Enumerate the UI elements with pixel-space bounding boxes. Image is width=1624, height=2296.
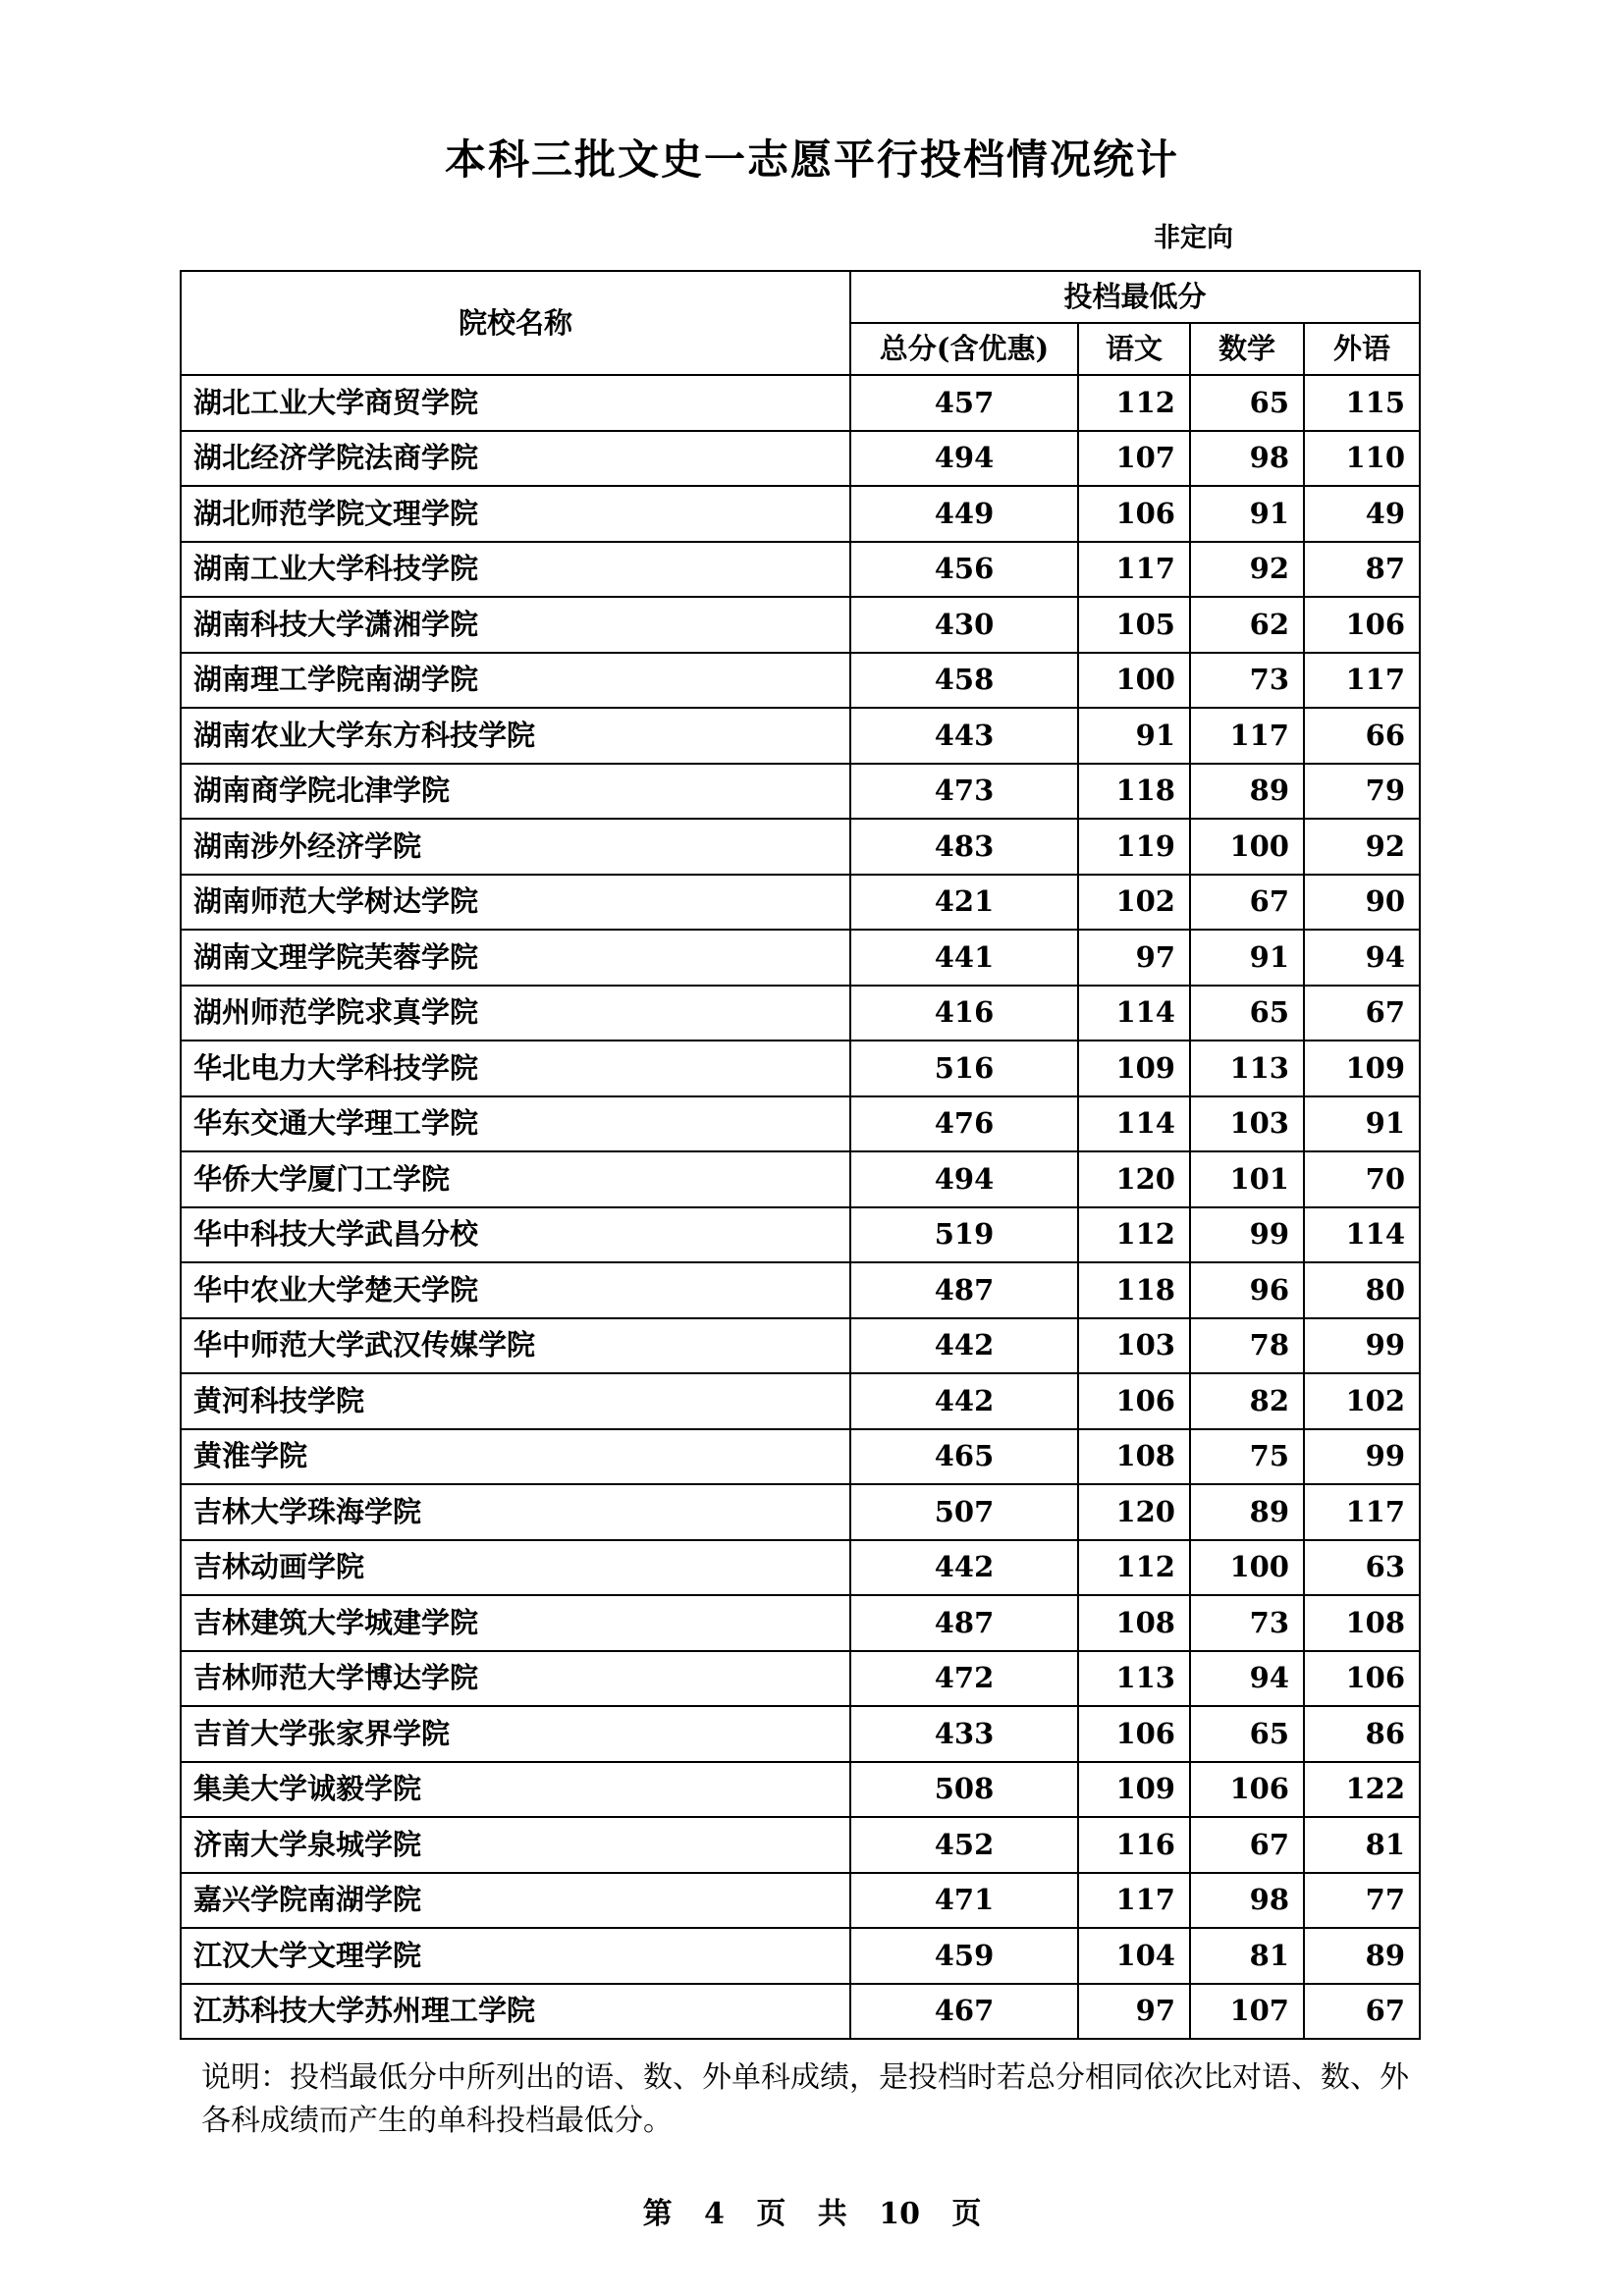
total-score-cell: 487	[850, 1262, 1078, 1318]
total-score-cell: 519	[850, 1207, 1078, 1263]
total-score-cell: 433	[850, 1706, 1078, 1762]
school-name-cell: 湖北经济学院法商学院	[181, 431, 850, 487]
english-score-cell: 99	[1304, 1318, 1420, 1374]
english-score-cell: 117	[1304, 653, 1420, 709]
total-score-cell: 459	[850, 1928, 1078, 1984]
chinese-score-cell: 116	[1078, 1817, 1190, 1873]
school-name-cell: 吉林动画学院	[181, 1540, 850, 1596]
english-score-cell: 67	[1304, 1984, 1420, 2040]
english-score-cell: 114	[1304, 1207, 1420, 1263]
total-score-cell: 467	[850, 1984, 1078, 2040]
school-name-cell: 集美大学诚毅学院	[181, 1762, 850, 1818]
total-score-cell: 456	[850, 542, 1078, 598]
math-score-cell: 89	[1190, 764, 1304, 820]
english-score-cell: 106	[1304, 1651, 1420, 1707]
school-name-cell: 黄河科技学院	[181, 1373, 850, 1429]
school-name-cell: 江汉大学文理学院	[181, 1928, 850, 1984]
math-score-cell: 82	[1190, 1373, 1304, 1429]
math-score-cell: 96	[1190, 1262, 1304, 1318]
chinese-score-cell: 109	[1078, 1041, 1190, 1096]
english-score-cell: 81	[1304, 1817, 1420, 1873]
math-score-cell: 62	[1190, 597, 1304, 653]
school-name-cell: 江苏科技大学苏州理工学院	[181, 1984, 850, 2040]
subtitle-category: 非定向	[1154, 223, 1233, 253]
chinese-score-cell: 106	[1078, 1373, 1190, 1429]
total-score-cell: 508	[850, 1762, 1078, 1818]
math-score-cell: 65	[1190, 375, 1304, 431]
table-row	[181, 375, 1420, 431]
math-score-cell: 73	[1190, 1595, 1304, 1651]
math-score-cell: 106	[1190, 1762, 1304, 1818]
total-score-cell: 442	[850, 1318, 1078, 1374]
english-score-cell: 77	[1304, 1873, 1420, 1929]
math-score-cell: 103	[1190, 1096, 1304, 1152]
table-row	[181, 1595, 1420, 1651]
table-row	[181, 764, 1420, 820]
school-name-cell: 华东交通大学理工学院	[181, 1096, 850, 1152]
table-row	[181, 1207, 1420, 1263]
english-score-cell: 79	[1304, 764, 1420, 820]
header-total: 总分(含优惠)	[850, 323, 1078, 375]
page-title: 本科三批文史一志愿平行投档情况统计	[444, 135, 1179, 184]
math-score-cell: 78	[1190, 1318, 1304, 1374]
chinese-score-cell: 91	[1078, 708, 1190, 764]
school-name-cell: 湖南工业大学科技学院	[181, 542, 850, 598]
school-name-cell: 湖南文理学院芙蓉学院	[181, 930, 850, 986]
table-row	[181, 1706, 1420, 1762]
chinese-score-cell: 113	[1078, 1651, 1190, 1707]
admission-scores-table	[180, 270, 1421, 2040]
chinese-score-cell: 117	[1078, 1873, 1190, 1929]
total-score-cell: 507	[850, 1484, 1078, 1540]
total-score-cell: 442	[850, 1540, 1078, 1596]
school-name-cell: 吉首大学张家界学院	[181, 1706, 850, 1762]
math-score-cell: 113	[1190, 1041, 1304, 1096]
english-score-cell: 122	[1304, 1762, 1420, 1818]
total-score-cell: 472	[850, 1651, 1078, 1707]
math-score-cell: 75	[1190, 1429, 1304, 1485]
school-name-cell: 吉林大学珠海学院	[181, 1484, 850, 1540]
chinese-score-cell: 112	[1078, 375, 1190, 431]
total-score-cell: 516	[850, 1041, 1078, 1096]
total-score-cell: 421	[850, 875, 1078, 931]
table-row	[181, 1151, 1420, 1207]
school-name-cell: 吉林建筑大学城建学院	[181, 1595, 850, 1651]
table-row	[181, 1484, 1420, 1540]
total-score-cell: 465	[850, 1429, 1078, 1485]
chinese-score-cell: 106	[1078, 486, 1190, 542]
chinese-score-cell: 118	[1078, 764, 1190, 820]
english-score-cell: 87	[1304, 542, 1420, 598]
english-score-cell: 106	[1304, 597, 1420, 653]
total-score-cell: 449	[850, 486, 1078, 542]
chinese-score-cell: 102	[1078, 875, 1190, 931]
english-score-cell: 94	[1304, 930, 1420, 986]
chinese-score-cell: 114	[1078, 986, 1190, 1041]
math-score-cell: 65	[1190, 1706, 1304, 1762]
school-name-cell: 华侨大学厦门工学院	[181, 1151, 850, 1207]
math-score-cell: 91	[1190, 930, 1304, 986]
total-score-cell: 458	[850, 653, 1078, 709]
table-body	[181, 375, 1420, 2039]
table-row	[181, 986, 1420, 1041]
math-score-cell: 100	[1190, 819, 1304, 875]
school-name-cell: 湖州师范学院求真学院	[181, 986, 850, 1041]
table-row	[181, 1373, 1420, 1429]
table-row	[181, 597, 1420, 653]
total-score-cell: 476	[850, 1096, 1078, 1152]
english-score-cell: 70	[1304, 1151, 1420, 1207]
english-score-cell: 109	[1304, 1041, 1420, 1096]
math-score-cell: 89	[1190, 1484, 1304, 1540]
chinese-score-cell: 107	[1078, 431, 1190, 487]
chinese-score-cell: 120	[1078, 1484, 1190, 1540]
english-score-cell: 99	[1304, 1429, 1420, 1485]
english-score-cell: 67	[1304, 986, 1420, 1041]
header-math: 数学	[1190, 323, 1304, 375]
table-row	[181, 1041, 1420, 1096]
math-score-cell: 98	[1190, 431, 1304, 487]
school-name-cell: 湖南商学院北津学院	[181, 764, 850, 820]
english-score-cell: 89	[1304, 1928, 1420, 1984]
math-score-cell: 67	[1190, 1817, 1304, 1873]
table-row	[181, 819, 1420, 875]
chinese-score-cell: 119	[1078, 819, 1190, 875]
total-score-cell: 494	[850, 431, 1078, 487]
table-row	[181, 1928, 1420, 1984]
school-name-cell: 湖南涉外经济学院	[181, 819, 850, 875]
total-score-cell: 483	[850, 819, 1078, 875]
total-score-cell: 494	[850, 1151, 1078, 1207]
chinese-score-cell: 103	[1078, 1318, 1190, 1374]
english-score-cell: 86	[1304, 1706, 1420, 1762]
chinese-score-cell: 117	[1078, 542, 1190, 598]
math-score-cell: 99	[1190, 1207, 1304, 1263]
school-name-cell: 吉林师范大学博达学院	[181, 1651, 850, 1707]
explanation-note: 说明：投档最低分中所列出的语、数、外单科成绩，是投档时若总分相同依次比对语、数、外各科成绩而产生的单科投档最低分。	[201, 2060, 1409, 2138]
math-score-cell: 101	[1190, 1151, 1304, 1207]
math-score-cell: 81	[1190, 1928, 1304, 1984]
school-name-cell: 湖南农业大学东方科技学院	[181, 708, 850, 764]
table-row	[181, 1540, 1420, 1596]
chinese-score-cell: 108	[1078, 1429, 1190, 1485]
table-row	[181, 1817, 1420, 1873]
math-score-cell: 100	[1190, 1540, 1304, 1596]
header-min-score-group: 投档最低分	[850, 271, 1420, 323]
school-name-cell: 湖北工业大学商贸学院	[181, 375, 850, 431]
english-score-cell: 90	[1304, 875, 1420, 931]
school-name-cell: 湖南理工学院南湖学院	[181, 653, 850, 709]
math-score-cell: 107	[1190, 1984, 1304, 2040]
table-row	[181, 1096, 1420, 1152]
table-row	[181, 708, 1420, 764]
table-row	[181, 486, 1420, 542]
table-row	[181, 875, 1420, 931]
chinese-score-cell: 109	[1078, 1762, 1190, 1818]
table-row	[181, 1262, 1420, 1318]
chinese-score-cell: 97	[1078, 1984, 1190, 2040]
total-score-cell: 441	[850, 930, 1078, 986]
chinese-score-cell: 112	[1078, 1540, 1190, 1596]
table-row	[181, 431, 1420, 487]
math-score-cell: 67	[1190, 875, 1304, 931]
page-number: 第 4 页 共 10 页	[642, 2197, 982, 2231]
english-score-cell: 117	[1304, 1484, 1420, 1540]
table-row	[181, 1873, 1420, 1929]
total-score-cell: 442	[850, 1373, 1078, 1429]
chinese-score-cell: 106	[1078, 1706, 1190, 1762]
table-row	[181, 542, 1420, 598]
table-row	[181, 930, 1420, 986]
school-name-cell: 济南大学泉城学院	[181, 1817, 850, 1873]
table-row	[181, 653, 1420, 709]
table-row	[181, 1984, 1420, 2040]
header-english: 外语	[1304, 323, 1420, 375]
total-score-cell: 471	[850, 1873, 1078, 1929]
table-row	[181, 1762, 1420, 1818]
chinese-score-cell: 120	[1078, 1151, 1190, 1207]
chinese-score-cell: 114	[1078, 1096, 1190, 1152]
school-name-cell: 湖北师范学院文理学院	[181, 486, 850, 542]
english-score-cell: 110	[1304, 431, 1420, 487]
chinese-score-cell: 104	[1078, 1928, 1190, 1984]
chinese-score-cell: 100	[1078, 653, 1190, 709]
english-score-cell: 102	[1304, 1373, 1420, 1429]
math-score-cell: 98	[1190, 1873, 1304, 1929]
english-score-cell: 108	[1304, 1595, 1420, 1651]
math-score-cell: 92	[1190, 542, 1304, 598]
table-row	[181, 1429, 1420, 1485]
school-name-cell: 华北电力大学科技学院	[181, 1041, 850, 1096]
total-score-cell: 473	[850, 764, 1078, 820]
english-score-cell: 66	[1304, 708, 1420, 764]
school-name-cell: 湖南师范大学树达学院	[181, 875, 850, 931]
school-name-cell: 嘉兴学院南湖学院	[181, 1873, 850, 1929]
math-score-cell: 117	[1190, 708, 1304, 764]
english-score-cell: 49	[1304, 486, 1420, 542]
school-name-cell: 华中科技大学武昌分校	[181, 1207, 850, 1263]
header-school-name: 院校名称	[181, 271, 850, 375]
total-score-cell: 487	[850, 1595, 1078, 1651]
english-score-cell: 115	[1304, 375, 1420, 431]
total-score-cell: 416	[850, 986, 1078, 1041]
math-score-cell: 94	[1190, 1651, 1304, 1707]
english-score-cell: 63	[1304, 1540, 1420, 1596]
school-name-cell: 华中师范大学武汉传媒学院	[181, 1318, 850, 1374]
total-score-cell: 443	[850, 708, 1078, 764]
chinese-score-cell: 118	[1078, 1262, 1190, 1318]
table-row	[181, 1651, 1420, 1707]
school-name-cell: 黄淮学院	[181, 1429, 850, 1485]
school-name-cell: 华中农业大学楚天学院	[181, 1262, 850, 1318]
total-score-cell: 430	[850, 597, 1078, 653]
school-name-cell: 湖南科技大学潇湘学院	[181, 597, 850, 653]
math-score-cell: 65	[1190, 986, 1304, 1041]
english-score-cell: 80	[1304, 1262, 1420, 1318]
header-chinese: 语文	[1078, 323, 1190, 375]
chinese-score-cell: 105	[1078, 597, 1190, 653]
chinese-score-cell: 108	[1078, 1595, 1190, 1651]
english-score-cell: 92	[1304, 819, 1420, 875]
total-score-cell: 452	[850, 1817, 1078, 1873]
chinese-score-cell: 97	[1078, 930, 1190, 986]
chinese-score-cell: 112	[1078, 1207, 1190, 1263]
table-row	[181, 1318, 1420, 1374]
math-score-cell: 73	[1190, 653, 1304, 709]
english-score-cell: 91	[1304, 1096, 1420, 1152]
total-score-cell: 457	[850, 375, 1078, 431]
math-score-cell: 91	[1190, 486, 1304, 542]
